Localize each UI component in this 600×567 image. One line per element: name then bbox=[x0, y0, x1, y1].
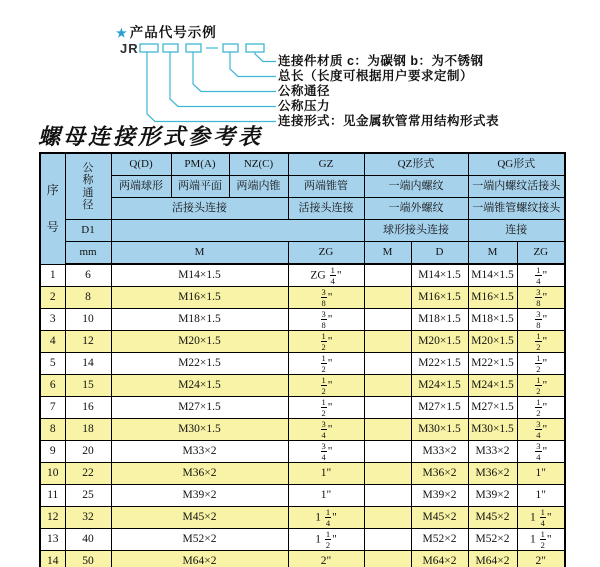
cell-qg-m: M33×2 bbox=[468, 441, 517, 463]
cell-qg-m: M20×1.5 bbox=[468, 331, 517, 353]
cell-dn: 15 bbox=[65, 375, 111, 397]
header-row-3 bbox=[40, 198, 565, 220]
fraction: $\frac{3}{4}$ bbox=[321, 418, 326, 440]
callout-label-pressure: 公称压力 bbox=[278, 99, 331, 113]
cell-dn: 14 bbox=[65, 353, 111, 375]
cell-gz: 1" bbox=[288, 485, 364, 507]
cell-seq: 9 bbox=[40, 441, 65, 463]
cell-seq: 5 bbox=[40, 353, 65, 375]
cell-seq: 7 bbox=[40, 397, 65, 419]
cell-qg-zg: 1" bbox=[517, 463, 565, 485]
fraction: $\frac{3}{8}$ bbox=[536, 286, 541, 308]
table-row bbox=[40, 264, 565, 287]
cell-dn: 40 bbox=[65, 529, 111, 551]
table-row bbox=[40, 529, 565, 551]
header-m1: M bbox=[111, 242, 288, 265]
fraction: $\frac{1}{2}$ bbox=[325, 528, 331, 550]
cell-qz-d: M16×1.5 bbox=[411, 287, 468, 309]
header-nz-desc: 两端内锥 bbox=[229, 176, 288, 198]
fraction: $\frac{3}{8}$ bbox=[536, 308, 541, 330]
header-col-qg: QG形式 bbox=[468, 153, 565, 176]
cell-seq: 3 bbox=[40, 309, 65, 331]
nut-connection-table bbox=[39, 152, 566, 567]
star-icon: ★ bbox=[116, 26, 128, 40]
cell-qg-m: M27×1.5 bbox=[468, 397, 517, 419]
header-unit: mm bbox=[65, 242, 111, 265]
cell-dn: 12 bbox=[65, 331, 111, 353]
header-gz-desc: 两端锥管 bbox=[288, 176, 364, 198]
cell-qz-m bbox=[364, 551, 411, 567]
cell-seq: 2 bbox=[40, 287, 65, 309]
cell-m: M22×1.5 bbox=[111, 353, 288, 375]
cell-qz-m bbox=[364, 264, 411, 287]
cell-qz-d: M24×1.5 bbox=[411, 375, 468, 397]
cell-qz-m bbox=[364, 507, 411, 529]
cell-gz: $\frac{1}{2}$ " bbox=[288, 397, 364, 419]
cell-seq: 13 bbox=[40, 529, 65, 551]
cell-gz: $\frac{1}{2}$ " bbox=[288, 331, 364, 353]
fraction: $\frac{1}{2}$ bbox=[536, 396, 541, 418]
cell-qg-m: M24×1.5 bbox=[468, 375, 517, 397]
cell-qg-zg: $\frac{1}{2}$ " bbox=[517, 397, 565, 419]
fraction: $\frac{1}{2}$ bbox=[536, 374, 541, 396]
callout-line bbox=[147, 52, 276, 122]
fraction: $\frac{1}{2}$ bbox=[321, 330, 326, 352]
table-title: 螺母连接形式参考表 bbox=[38, 124, 264, 149]
table-row bbox=[40, 309, 565, 331]
cell-dn: 25 bbox=[65, 485, 111, 507]
cell-qg-m: M52×2 bbox=[468, 529, 517, 551]
header-col-gz: GZ bbox=[288, 153, 364, 176]
cell-qz-m bbox=[364, 375, 411, 397]
cell-dn: 18 bbox=[65, 419, 111, 441]
table-row bbox=[40, 463, 565, 485]
table-row bbox=[40, 375, 565, 397]
cell-qg-m: M39×2 bbox=[468, 485, 517, 507]
cell-seq: 1 bbox=[40, 264, 65, 287]
cell-qg-zg: $\frac{3}{4}$ " bbox=[517, 419, 565, 441]
header-seq-text: 序 号 bbox=[46, 182, 59, 234]
table-row bbox=[40, 419, 565, 441]
cell-qz-m bbox=[364, 353, 411, 375]
header-row-4 bbox=[40, 220, 565, 242]
table-row bbox=[40, 331, 565, 353]
header-qz-ext: 一端外螺纹 bbox=[364, 198, 468, 220]
cell-dn: 32 bbox=[65, 507, 111, 529]
fraction: $\frac{3}{8}$ bbox=[321, 286, 326, 308]
fraction: $\frac{1}{2}$ bbox=[536, 330, 541, 352]
cell-qz-d: M33×2 bbox=[411, 441, 468, 463]
header-d1: D1 bbox=[65, 220, 111, 242]
cell-seq: 12 bbox=[40, 507, 65, 529]
cell-m: M39×2 bbox=[111, 485, 288, 507]
cell-m: M30×1.5 bbox=[111, 419, 288, 441]
cell-gz: $\frac{3}{8}$ " bbox=[288, 287, 364, 309]
cell-gz: $\frac{3}{8}$ " bbox=[288, 309, 364, 331]
cell-qz-d: M39×2 bbox=[411, 485, 468, 507]
header-dn bbox=[65, 153, 111, 220]
cell-qg-zg: $\frac{1}{2}$ " bbox=[517, 331, 565, 353]
header-row-2 bbox=[40, 176, 565, 198]
cell-qz-d: M20×1.5 bbox=[411, 331, 468, 353]
cell-qz-d: M27×1.5 bbox=[411, 397, 468, 419]
cell-m: M52×2 bbox=[111, 529, 288, 551]
header-union-span: 活接头连接 bbox=[111, 198, 288, 220]
header-col-pm: PM(A) bbox=[171, 153, 229, 176]
cell-m: M24×1.5 bbox=[111, 375, 288, 397]
cell-qg-zg: 1 $\frac{1}{2}$ " bbox=[517, 529, 565, 551]
cell-dn: 22 bbox=[65, 463, 111, 485]
table-row bbox=[40, 353, 565, 375]
fraction: $\frac{3}{4}$ bbox=[536, 440, 541, 462]
code-segment-box bbox=[163, 44, 178, 52]
fraction: $\frac{1}{4}$ bbox=[536, 264, 541, 286]
header-qg-desc: 一端内螺纹活接头 bbox=[468, 176, 565, 198]
callout-label-material: 连接件材质 c：为碳钢 b：为不锈钢 bbox=[278, 54, 484, 68]
cell-gz: $\frac{3}{4}$ " bbox=[288, 441, 364, 463]
header-qz-desc: 一端内螺纹 bbox=[364, 176, 468, 198]
cell-seq: 10 bbox=[40, 463, 65, 485]
cell-m: M27×1.5 bbox=[111, 397, 288, 419]
cell-qg-zg: $\frac{3}{8}$ " bbox=[517, 287, 565, 309]
cell-qg-zg: 1" bbox=[517, 485, 565, 507]
cell-qg-zg: $\frac{3}{8}$ " bbox=[517, 309, 565, 331]
callout-line bbox=[193, 52, 276, 92]
cell-qz-m bbox=[364, 331, 411, 353]
fraction: $\frac{3}{4}$ bbox=[536, 418, 541, 440]
fraction: $\frac{1}{2}$ bbox=[540, 528, 545, 550]
cell-seq: 6 bbox=[40, 375, 65, 397]
cell-qg-m: M16×1.5 bbox=[468, 287, 517, 309]
code-segment-box bbox=[246, 44, 264, 52]
table-body bbox=[40, 264, 565, 567]
cell-gz: $\frac{1}{2}$ " bbox=[288, 375, 364, 397]
table-row bbox=[40, 551, 565, 567]
cell-qg-zg: $\frac{1}{2}$ " bbox=[517, 375, 565, 397]
cell-qg-zg: 2" bbox=[517, 551, 565, 567]
cell-m: M45×2 bbox=[111, 507, 288, 529]
callout-line bbox=[170, 52, 276, 107]
header-m3: M bbox=[468, 242, 517, 265]
cell-qz-d: M30×1.5 bbox=[411, 419, 468, 441]
code-segment-box bbox=[186, 44, 201, 52]
header-pm-desc: 两端平面 bbox=[171, 176, 229, 198]
cell-qz-m bbox=[364, 419, 411, 441]
fraction: $\frac{1}{2}$ bbox=[536, 352, 541, 374]
header-col-qz: QZ形式 bbox=[364, 153, 468, 176]
cell-qz-d: M45×2 bbox=[411, 507, 468, 529]
cell-m: M18×1.5 bbox=[111, 309, 288, 331]
cell-qz-d: M22×1.5 bbox=[411, 353, 468, 375]
cell-m: M16×1.5 bbox=[111, 287, 288, 309]
header-col-nz: NZ(C) bbox=[229, 153, 288, 176]
cell-qg-m: M45×2 bbox=[468, 507, 517, 529]
cell-qz-m bbox=[364, 529, 411, 551]
cell-qz-m bbox=[364, 397, 411, 419]
cell-gz: 1" bbox=[288, 463, 364, 485]
cell-dn: 20 bbox=[65, 441, 111, 463]
header-qg-taper: 一端锥管螺纹接头 bbox=[468, 198, 565, 220]
cell-dn: 8 bbox=[65, 287, 111, 309]
cell-seq: 11 bbox=[40, 485, 65, 507]
cell-qz-m bbox=[364, 287, 411, 309]
fraction: $\frac{1}{4}$ bbox=[325, 506, 331, 528]
cell-m: M64×2 bbox=[111, 551, 288, 567]
header-q-desc: 两端球形 bbox=[111, 176, 171, 198]
cell-dn: 50 bbox=[65, 551, 111, 567]
header-qg-conn: 连接 bbox=[468, 220, 565, 242]
header-col-q: Q(D) bbox=[111, 153, 171, 176]
cell-m: M36×2 bbox=[111, 463, 288, 485]
cell-qz-d: M18×1.5 bbox=[411, 309, 468, 331]
fraction: $\frac{1}{4}$ bbox=[330, 264, 335, 286]
cell-gz: $\frac{1}{2}$ " bbox=[288, 353, 364, 375]
header-empty-span bbox=[111, 220, 364, 242]
cell-qz-d: M14×1.5 bbox=[411, 264, 468, 287]
code-segment-box bbox=[223, 44, 238, 52]
callout-label-length: 总长（长度可根据用户要求定制） bbox=[278, 69, 474, 83]
fraction: $\frac{3}{4}$ bbox=[321, 440, 326, 462]
cell-m: M14×1.5 bbox=[111, 264, 288, 287]
header-row-1 bbox=[40, 153, 565, 176]
fraction: $\frac{3}{8}$ bbox=[321, 308, 326, 330]
cell-m: M33×2 bbox=[111, 441, 288, 463]
fraction: $\frac{1}{4}$ bbox=[540, 506, 545, 528]
cell-qz-d: M36×2 bbox=[411, 463, 468, 485]
code-prefix: JR bbox=[120, 41, 139, 56]
cell-gz: 1 $\frac{1}{4}$ " bbox=[288, 507, 364, 529]
callout-label-connection: 连接形式：见金属软管常用结构形式表 bbox=[278, 114, 500, 128]
cell-gz: ZG $\frac{1}{4}$ " bbox=[288, 264, 364, 287]
header-seq bbox=[40, 153, 65, 264]
cell-gz: $\frac{3}{4}$ " bbox=[288, 419, 364, 441]
table-row bbox=[40, 397, 565, 419]
cell-qz-m bbox=[364, 463, 411, 485]
callout-label-diameter: 公称通径 bbox=[278, 84, 331, 98]
cell-qg-zg: 1 $\frac{1}{4}$ " bbox=[517, 507, 565, 529]
fraction: $\frac{1}{2}$ bbox=[321, 396, 326, 418]
fraction: $\frac{1}{2}$ bbox=[321, 352, 326, 374]
cell-qz-m bbox=[364, 485, 411, 507]
header-zg1: ZG bbox=[288, 242, 364, 265]
code-segment-box bbox=[140, 44, 158, 52]
cell-dn: 6 bbox=[65, 264, 111, 287]
header-dn-text: 公 称 通 径 bbox=[82, 162, 94, 211]
cell-qg-zg: $\frac{1}{4}$ " bbox=[517, 264, 565, 287]
header-d2: D bbox=[411, 242, 468, 265]
cell-gz: 1 $\frac{1}{2}$ " bbox=[288, 529, 364, 551]
table-row bbox=[40, 441, 565, 463]
callout-line bbox=[230, 52, 276, 77]
fraction: $\frac{1}{2}$ bbox=[321, 374, 326, 396]
cell-gz: 2" bbox=[288, 551, 364, 567]
cell-qz-d: M52×2 bbox=[411, 529, 468, 551]
cell-seq: 8 bbox=[40, 419, 65, 441]
cell-qz-m bbox=[364, 309, 411, 331]
table-row bbox=[40, 507, 565, 529]
cell-seq: 14 bbox=[40, 551, 65, 567]
cell-qg-m: M64×2 bbox=[468, 551, 517, 567]
table-header bbox=[40, 153, 565, 264]
callout-line bbox=[255, 52, 276, 62]
table-row bbox=[40, 287, 565, 309]
header-gz-union: 活接头连接 bbox=[288, 198, 364, 220]
cell-qg-zg: $\frac{3}{4}$ " bbox=[517, 441, 565, 463]
table-row bbox=[40, 485, 565, 507]
cell-qg-zg: $\frac{1}{2}$ " bbox=[517, 353, 565, 375]
cell-qg-m: M22×1.5 bbox=[468, 353, 517, 375]
header-row-5 bbox=[40, 242, 565, 265]
header-m2: M bbox=[364, 242, 411, 265]
cell-dn: 16 bbox=[65, 397, 111, 419]
header-zg3: ZG bbox=[517, 242, 565, 265]
cell-qg-m: M30×1.5 bbox=[468, 419, 517, 441]
cell-qg-m: M14×1.5 bbox=[468, 264, 517, 287]
diagram-heading-text: 产品代号示例 bbox=[129, 25, 217, 40]
header-qz-conn: 球形接头连接 bbox=[364, 220, 468, 242]
cell-qg-m: M18×1.5 bbox=[468, 309, 517, 331]
cell-seq: 4 bbox=[40, 331, 65, 353]
cell-m: M20×1.5 bbox=[111, 331, 288, 353]
cell-qg-m: M36×2 bbox=[468, 463, 517, 485]
code-diagram-lines bbox=[0, 0, 300, 135]
cell-qz-m bbox=[364, 441, 411, 463]
cell-qz-d: M64×2 bbox=[411, 551, 468, 567]
cell-dn: 10 bbox=[65, 309, 111, 331]
